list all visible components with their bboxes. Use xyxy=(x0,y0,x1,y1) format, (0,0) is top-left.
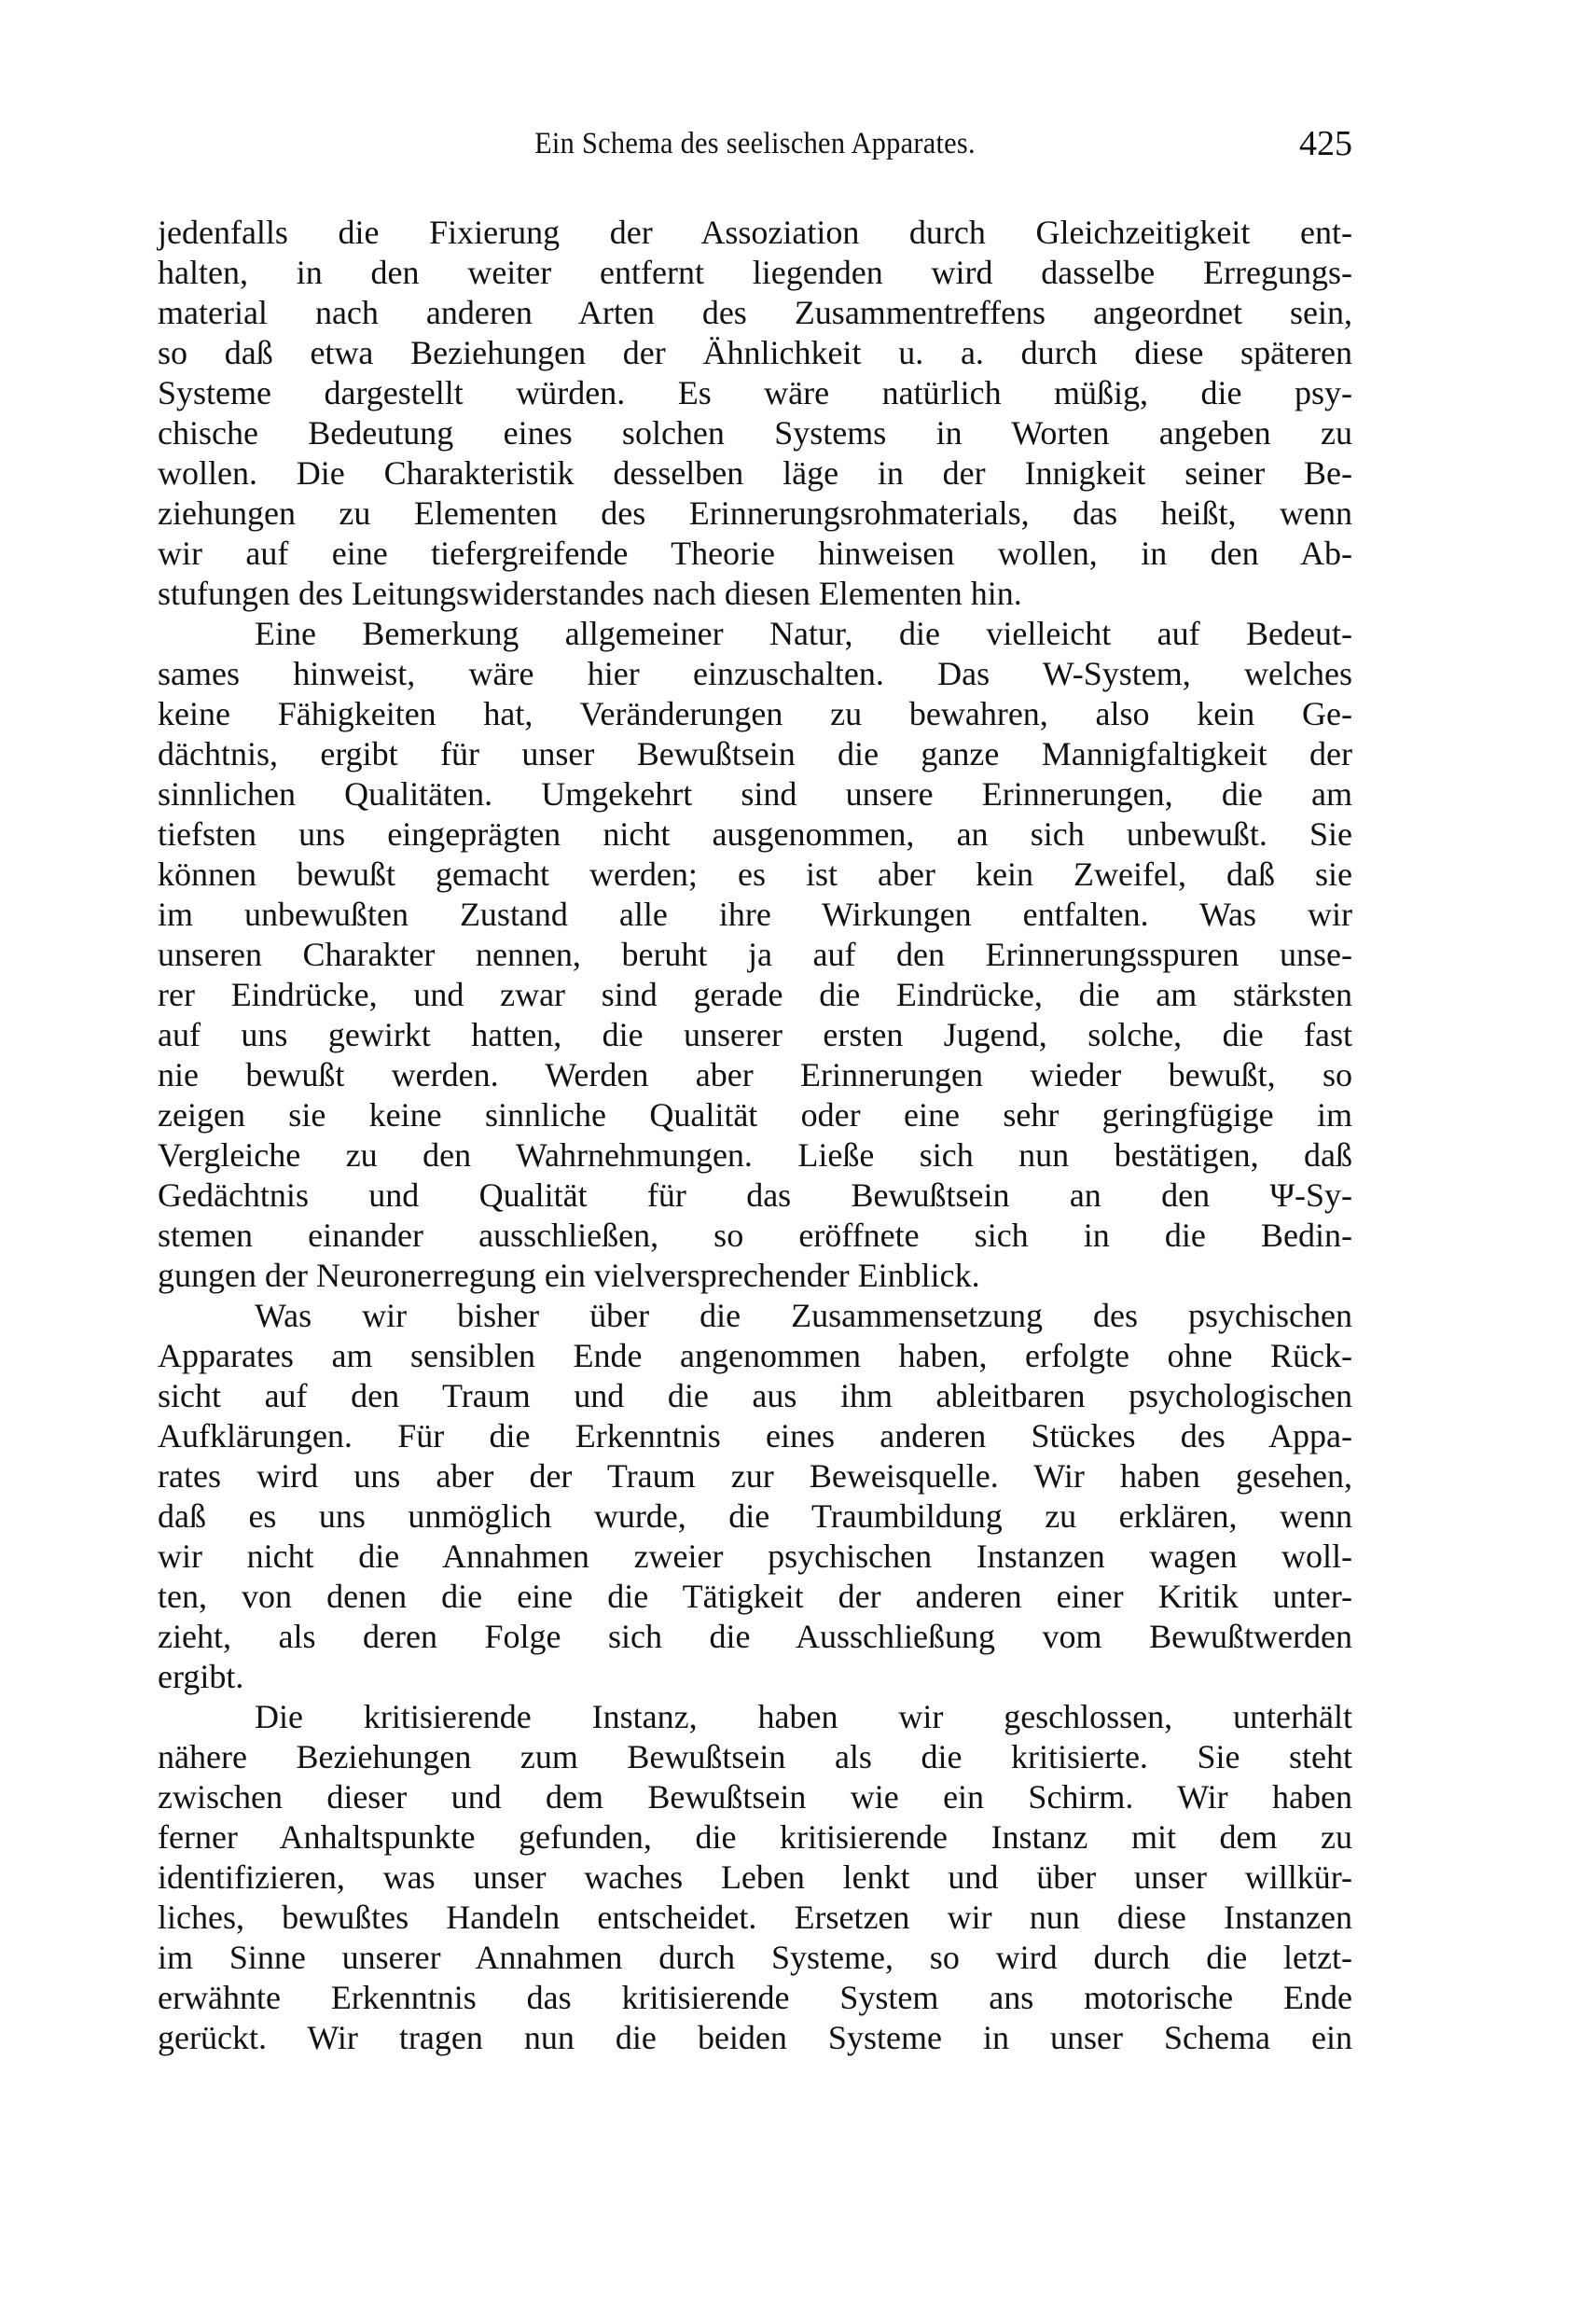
text-line: auf uns gewirkt hatten, die unserer ersten Jugend, solche, die fast xyxy=(158,1016,1352,1053)
paragraph xyxy=(158,213,1352,614)
text-line: sames hinweist, wäre hier einzuschalten. Das W-System, welches xyxy=(158,655,1352,692)
text-line: Apparates am sensiblen Ende angenommen haben, erfolgte ohne Rück- xyxy=(158,1337,1352,1374)
body-text xyxy=(158,213,1352,2058)
text-line: chische Bedeutung eines solchen Systems in Worten angeben zu xyxy=(158,414,1352,452)
running-head-title: Ein Schema des seelischen Apparates. xyxy=(534,127,976,160)
text-line: Was wir bisher über die Zusammensetzung des psychischen xyxy=(255,1297,1352,1334)
text-line: liches, bewußtes Handeln entscheidet. Ersetzen wir nun diese Instanzen xyxy=(158,1899,1352,1936)
text-line: wir auf eine tiefergreifende Theorie hinweisen wollen, in den Ab- xyxy=(158,535,1352,572)
text-line: Aufklärungen. Für die Erkenntnis eines anderen Stückes des Appa- xyxy=(158,1417,1352,1454)
text-line: sicht auf den Traum und die aus ihm ableitbaren psychologischen xyxy=(158,1377,1352,1414)
text-line: halten, in den weiter entfernt liegenden wird dasselbe Erregungs- xyxy=(158,254,1352,291)
text-line: keine Fähigkeiten hat, Veränderungen zu bewahren, also kein Ge- xyxy=(158,695,1352,732)
text-line: Eine Bemerkung allgemeiner Natur, die vielleicht auf Bedeut- xyxy=(255,615,1352,652)
paragraph xyxy=(158,1296,1352,1697)
text-line: jedenfalls die Fixierung der Assoziation durch Gleichzeitigkeit ent- xyxy=(158,214,1352,251)
text-line: ziehungen zu Elementen des Erinnerungsrohmaterials, das heißt, wenn xyxy=(158,494,1352,532)
text-line: tiefsten uns eingeprägten nicht ausgenommen, an sich unbewußt. Sie xyxy=(158,815,1352,853)
running-head xyxy=(158,123,1352,170)
text-line: ten, von denen die eine die Tätigkeit der anderen einer Kritik unter- xyxy=(158,1578,1352,1615)
text-line: sinnlichen Qualitäten. Umgekehrt sind unsere Erinnerungen, die am xyxy=(158,775,1352,813)
text-line: nähere Beziehungen zum Bewußtsein als die kritisierte. Sie steht xyxy=(158,1738,1352,1775)
text-line: zieht, als deren Folge sich die Ausschließung vom Bewußtwerden xyxy=(158,1618,1352,1655)
text-line: so daß etwa Beziehungen der Ähnlichkeit u. a. durch diese späteren xyxy=(158,334,1352,371)
text-line: nie bewußt werden. Werden aber Erinnerungen wieder bewußt, so xyxy=(158,1056,1352,1093)
text-line: Die kritisierende Instanz, haben wir geschlossen, unterhält xyxy=(255,1698,1352,1735)
text-line: gungen der Neuronerregung ein vielversprechender Einblick. xyxy=(158,1257,980,1294)
text-line: ergibt. xyxy=(158,1658,244,1695)
text-line: Vergleiche zu den Wahrnehmungen. Ließe sich nun bestätigen, daß xyxy=(158,1136,1352,1174)
text-line: Gedächtnis und Qualität für das Bewußtsein an den Ψ-Sy- xyxy=(158,1176,1352,1214)
text-line: wir nicht die Annahmen zweier psychischen Instanzen wagen woll- xyxy=(158,1538,1352,1575)
text-line: rer Eindrücke, und zwar sind gerade die Eindrücke, die am stärksten xyxy=(158,976,1352,1013)
paragraph xyxy=(158,1697,1352,2058)
text-line: erwähnte Erkenntnis das kritisierende System ans motorische Ende xyxy=(158,1979,1352,2016)
text-line: dächtnis, ergibt für unser Bewußtsein die ganze Mannigfaltigkeit der xyxy=(158,735,1352,772)
text-line: identifizieren, was unser waches Leben lenkt und über unser willkür- xyxy=(158,1858,1352,1896)
text-line: im Sinne unserer Annahmen durch Systeme, so wird durch die letzt- xyxy=(158,1939,1352,1976)
text-line: gerückt. Wir tragen nun die beiden Systeme in unser Schema ein xyxy=(158,2019,1352,2056)
paragraph xyxy=(158,614,1352,1296)
text-line: stufungen des Leitungswiderstandes nach diesen Elementen hin. xyxy=(158,575,1022,612)
text-line: im unbewußten Zustand alle ihre Wirkungen entfalten. Was wir xyxy=(158,896,1352,933)
page-number: 425 xyxy=(1299,124,1352,163)
text-line: Systeme dargestellt würden. Es wäre natürlich müßig, die psy- xyxy=(158,374,1352,411)
text-line: zwischen dieser und dem Bewußtsein wie ein Schirm. Wir haben xyxy=(158,1778,1352,1816)
text-line: daß es uns unmöglich wurde, die Traumbildung zu erklären, wenn xyxy=(158,1497,1352,1535)
text-line: rates wird uns aber der Traum zur Beweisquelle. Wir haben gesehen, xyxy=(158,1457,1352,1495)
text-line: unseren Charakter nennen, beruht ja auf den Erinnerungsspuren unse- xyxy=(158,936,1352,973)
text-line: wollen. Die Charakteristik desselben läge in der Innigkeit seiner Be- xyxy=(158,454,1352,492)
text-line: können bewußt gemacht werden; es ist aber kein Zweifel, daß sie xyxy=(158,856,1352,893)
text-line: stemen einander ausschließen, so eröffnete sich in die Bedin- xyxy=(158,1217,1352,1254)
text-line: material nach anderen Arten des Zusammentreffens angeordnet sein, xyxy=(158,294,1352,331)
text-line: zeigen sie keine sinnliche Qualität oder eine sehr geringfügige im xyxy=(158,1096,1352,1134)
text-line: ferner Anhaltspunkte gefunden, die kritisierende Instanz mit dem zu xyxy=(158,1818,1352,1856)
